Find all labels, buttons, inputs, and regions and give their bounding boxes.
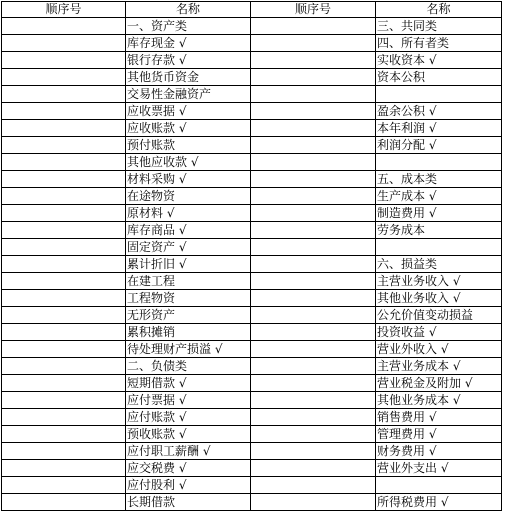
table-row: [2, 154, 502, 171]
header-name-left: 名称: [126, 2, 251, 18]
table-row: [2, 35, 502, 52]
name-cell-right: [376, 154, 502, 171]
name-cell-left: 在途物资: [126, 188, 251, 205]
name-cell-left: 工程物资: [126, 290, 251, 307]
table-row: [2, 290, 502, 307]
name-cell-right: 实收资本 √: [376, 52, 502, 69]
name-cell-right: 营业外支出 √: [376, 460, 502, 477]
name-cell-left: 长期借款: [126, 494, 251, 511]
table-row: [2, 392, 502, 409]
seq-cell-left: [2, 443, 126, 460]
name-cell-right: 劳务成本: [376, 222, 502, 239]
seq-cell-right: [251, 205, 376, 222]
seq-cell-right: [251, 324, 376, 341]
table-row: [2, 341, 502, 358]
table-row: [2, 358, 502, 375]
seq-cell-right: [251, 69, 376, 86]
name-cell-right: 其他业务收入 √: [376, 290, 502, 307]
seq-cell-left: [2, 120, 126, 137]
seq-cell-right: [251, 273, 376, 290]
seq-cell-left: [2, 426, 126, 443]
name-cell-left: 一、资产类: [126, 18, 251, 35]
name-cell-right: 投资收益 √: [376, 324, 502, 341]
name-cell-left: 预收账款 √: [126, 426, 251, 443]
name-cell-left: 应付票据 √: [126, 392, 251, 409]
seq-cell-left: [2, 358, 126, 375]
seq-cell-left: [2, 273, 126, 290]
seq-cell-left: [2, 18, 126, 35]
name-cell-left: 其他应收款 √: [126, 154, 251, 171]
seq-cell-right: [251, 239, 376, 256]
name-cell-left: 在建工程: [126, 273, 251, 290]
seq-cell-left: [2, 392, 126, 409]
seq-cell-left: [2, 205, 126, 222]
table-row: [2, 120, 502, 137]
seq-cell-left: [2, 239, 126, 256]
seq-cell-right: [251, 341, 376, 358]
name-cell-right: 其他业务成本 √: [376, 392, 502, 409]
seq-cell-left: [2, 409, 126, 426]
table-row: [2, 494, 502, 511]
table-row: [2, 256, 502, 273]
seq-cell-right: [251, 375, 376, 392]
seq-cell-left: [2, 324, 126, 341]
seq-cell-left: [2, 222, 126, 239]
seq-cell-left: [2, 86, 126, 103]
name-cell-left: 材料采购 √: [126, 171, 251, 188]
seq-cell-right: [251, 35, 376, 52]
header-name-right: 名称: [376, 2, 502, 18]
table-row: [2, 18, 502, 35]
seq-cell-right: [251, 443, 376, 460]
name-cell-right: 制造费用 √: [376, 205, 502, 222]
name-cell-right: 三、共同类: [376, 18, 502, 35]
table-row: [2, 69, 502, 86]
name-cell-right: 主营业务收入 √: [376, 273, 502, 290]
seq-cell-right: [251, 426, 376, 443]
name-cell-right: 六、损益类: [376, 256, 502, 273]
name-cell-left: 应付职工薪酬 √: [126, 443, 251, 460]
table-row: [2, 171, 502, 188]
name-cell-right: 四、所有者类: [376, 35, 502, 52]
seq-cell-left: [2, 477, 126, 494]
name-cell-right: 营业税金及附加 √: [376, 375, 502, 392]
seq-cell-left: [2, 52, 126, 69]
name-cell-left: 应交税费 √: [126, 460, 251, 477]
name-cell-right: [376, 86, 502, 103]
name-cell-right: 主营业务成本 √: [376, 358, 502, 375]
header-seq-left: 顺序号: [2, 2, 126, 18]
seq-cell-right: [251, 154, 376, 171]
table-row: [2, 443, 502, 460]
seq-cell-left: [2, 154, 126, 171]
seq-cell-left: [2, 256, 126, 273]
name-cell-right: 财务费用 √: [376, 443, 502, 460]
name-cell-left: 交易性金融资产: [126, 86, 251, 103]
seq-cell-left: [2, 69, 126, 86]
header-seq-right: 顺序号: [251, 2, 376, 18]
seq-cell-right: [251, 307, 376, 324]
name-cell-left: 应付股利 √: [126, 477, 251, 494]
seq-cell-left: [2, 290, 126, 307]
table-row: [2, 460, 502, 477]
table-row: [2, 409, 502, 426]
table-row: [2, 52, 502, 69]
table-row: [2, 86, 502, 103]
seq-cell-right: [251, 477, 376, 494]
name-cell-left: 应付账款 √: [126, 409, 251, 426]
seq-cell-right: [251, 103, 376, 120]
name-cell-right: 本年利润 √: [376, 120, 502, 137]
table-row: [2, 188, 502, 205]
seq-cell-left: [2, 103, 126, 120]
name-cell-left: 固定资产 √: [126, 239, 251, 256]
seq-cell-left: [2, 137, 126, 154]
name-cell-left: 累计折旧 √: [126, 256, 251, 273]
name-cell-left: 库存现金 √: [126, 35, 251, 52]
name-cell-left: 待处理财产损溢 √: [126, 341, 251, 358]
table-row: [2, 307, 502, 324]
seq-cell-left: [2, 35, 126, 52]
seq-cell-right: [251, 171, 376, 188]
name-cell-right: [376, 477, 502, 494]
table-row: [2, 426, 502, 443]
name-cell-right: [376, 239, 502, 256]
name-cell-right: 资本公积: [376, 69, 502, 86]
name-cell-left: 应收账款 √: [126, 120, 251, 137]
seq-cell-right: [251, 222, 376, 239]
name-cell-left: 预付账款: [126, 137, 251, 154]
name-cell-left: 应收票据 √: [126, 103, 251, 120]
account-table-body: [2, 2, 502, 511]
name-cell-right: 营业外收入 √: [376, 341, 502, 358]
name-cell-right: 公允价值变动损益: [376, 307, 502, 324]
seq-cell-left: [2, 307, 126, 324]
account-table: [1, 1, 502, 511]
name-cell-right: 利润分配 √: [376, 137, 502, 154]
name-cell-left: 银行存款 √: [126, 52, 251, 69]
seq-cell-right: [251, 358, 376, 375]
table-row: [2, 239, 502, 256]
seq-cell-right: [251, 494, 376, 511]
name-cell-left: 二、负债类: [126, 358, 251, 375]
seq-cell-right: [251, 18, 376, 35]
name-cell-left: 其他货币资金: [126, 69, 251, 86]
table-row: [2, 222, 502, 239]
table-row: [2, 103, 502, 120]
seq-cell-right: [251, 460, 376, 477]
seq-cell-left: [2, 171, 126, 188]
name-cell-left: 累积摊销: [126, 324, 251, 341]
seq-cell-left: [2, 460, 126, 477]
seq-cell-right: [251, 120, 376, 137]
seq-cell-right: [251, 409, 376, 426]
name-cell-left: 库存商品 √: [126, 222, 251, 239]
name-cell-left: 无形资产: [126, 307, 251, 324]
name-cell-left: 短期借款 √: [126, 375, 251, 392]
table-row: [2, 137, 502, 154]
name-cell-right: 五、成本类: [376, 171, 502, 188]
seq-cell-right: [251, 188, 376, 205]
seq-cell-right: [251, 86, 376, 103]
seq-cell-right: [251, 256, 376, 273]
table-row: [2, 324, 502, 341]
name-cell-right: 生产成本 √: [376, 188, 502, 205]
name-cell-right: 管理费用 √: [376, 426, 502, 443]
name-cell-right: 所得税费用 √: [376, 494, 502, 511]
table-row: [2, 375, 502, 392]
seq-cell-right: [251, 392, 376, 409]
seq-cell-right: [251, 137, 376, 154]
seq-cell-right: [251, 52, 376, 69]
seq-cell-left: [2, 188, 126, 205]
seq-cell-left: [2, 494, 126, 511]
seq-cell-left: [2, 375, 126, 392]
name-cell-left: 原材料 √: [126, 205, 251, 222]
table-row: [2, 205, 502, 222]
name-cell-right: 盈余公积 √: [376, 103, 502, 120]
header-row: [2, 2, 502, 18]
name-cell-right: 销售费用 √: [376, 409, 502, 426]
table-row: [2, 477, 502, 494]
seq-cell-left: [2, 341, 126, 358]
table-row: [2, 273, 502, 290]
seq-cell-right: [251, 290, 376, 307]
